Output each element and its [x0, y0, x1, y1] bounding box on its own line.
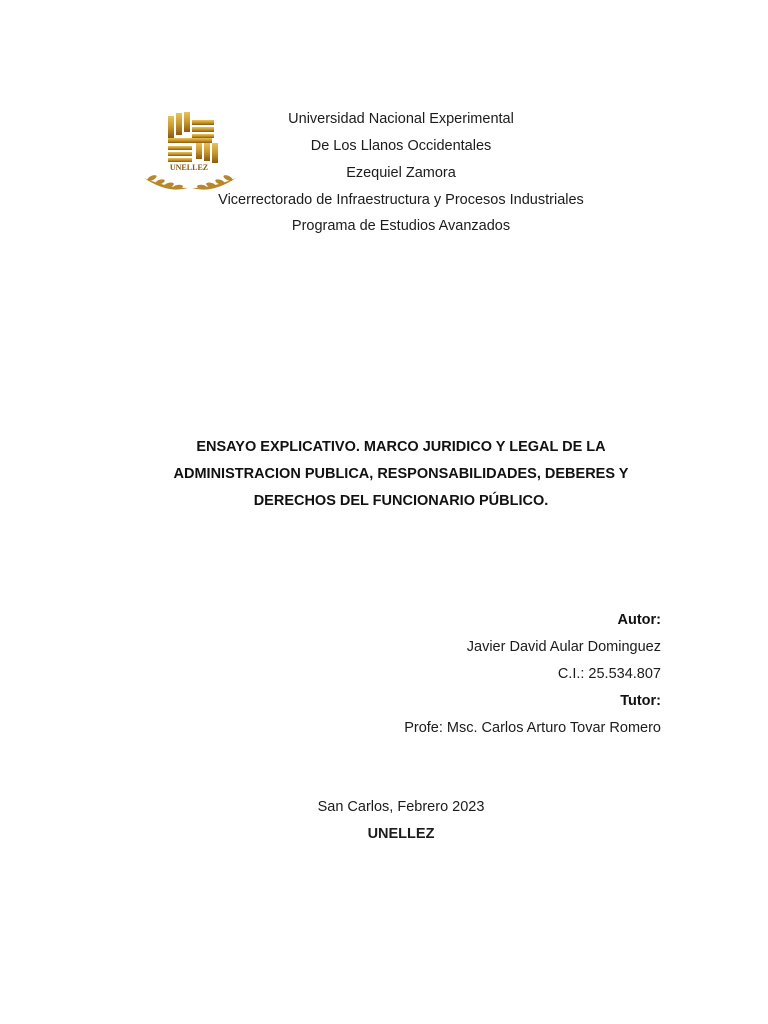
- header-vice-rectorate: Vicerrectorado de Infraestructura y Procesos Industriales: [218, 192, 584, 208]
- header-university-name: Universidad Nacional Experimental: [288, 111, 514, 127]
- footer-institution: UNELLEZ: [367, 826, 435, 842]
- title-line-3: DERECHOS DEL FUNCIONARIO PÚBLICO.: [253, 493, 549, 509]
- tutor-name: Profe: Msc. Carlos Arturo Tovar Romero: [404, 720, 661, 736]
- author-label: Autor:: [617, 612, 661, 628]
- header-program: Programa de Estudios Avanzados: [291, 218, 511, 234]
- title-line-1: ENSAYO EXPLICATIVO. MARCO JURIDICO Y LEGAL DE LA: [196, 439, 606, 455]
- header-campus: Ezequiel Zamora: [346, 165, 456, 181]
- place-date: San Carlos, Febrero 2023: [317, 799, 485, 815]
- header-region: De Los Llanos Occidentales: [310, 138, 492, 154]
- title-line-2: ADMINISTRACION PUBLICA, RESPONSABILIDADES, DEBERES Y: [173, 466, 629, 482]
- document-title: [140, 434, 662, 515]
- author-name: Javier David Aular Dominguez: [466, 639, 661, 655]
- author-id: C.I.: 25.534.807: [557, 666, 661, 682]
- tutor-label: Tutor:: [620, 693, 661, 709]
- svg-text:UNELLEZ: UNELLEZ: [169, 163, 209, 172]
